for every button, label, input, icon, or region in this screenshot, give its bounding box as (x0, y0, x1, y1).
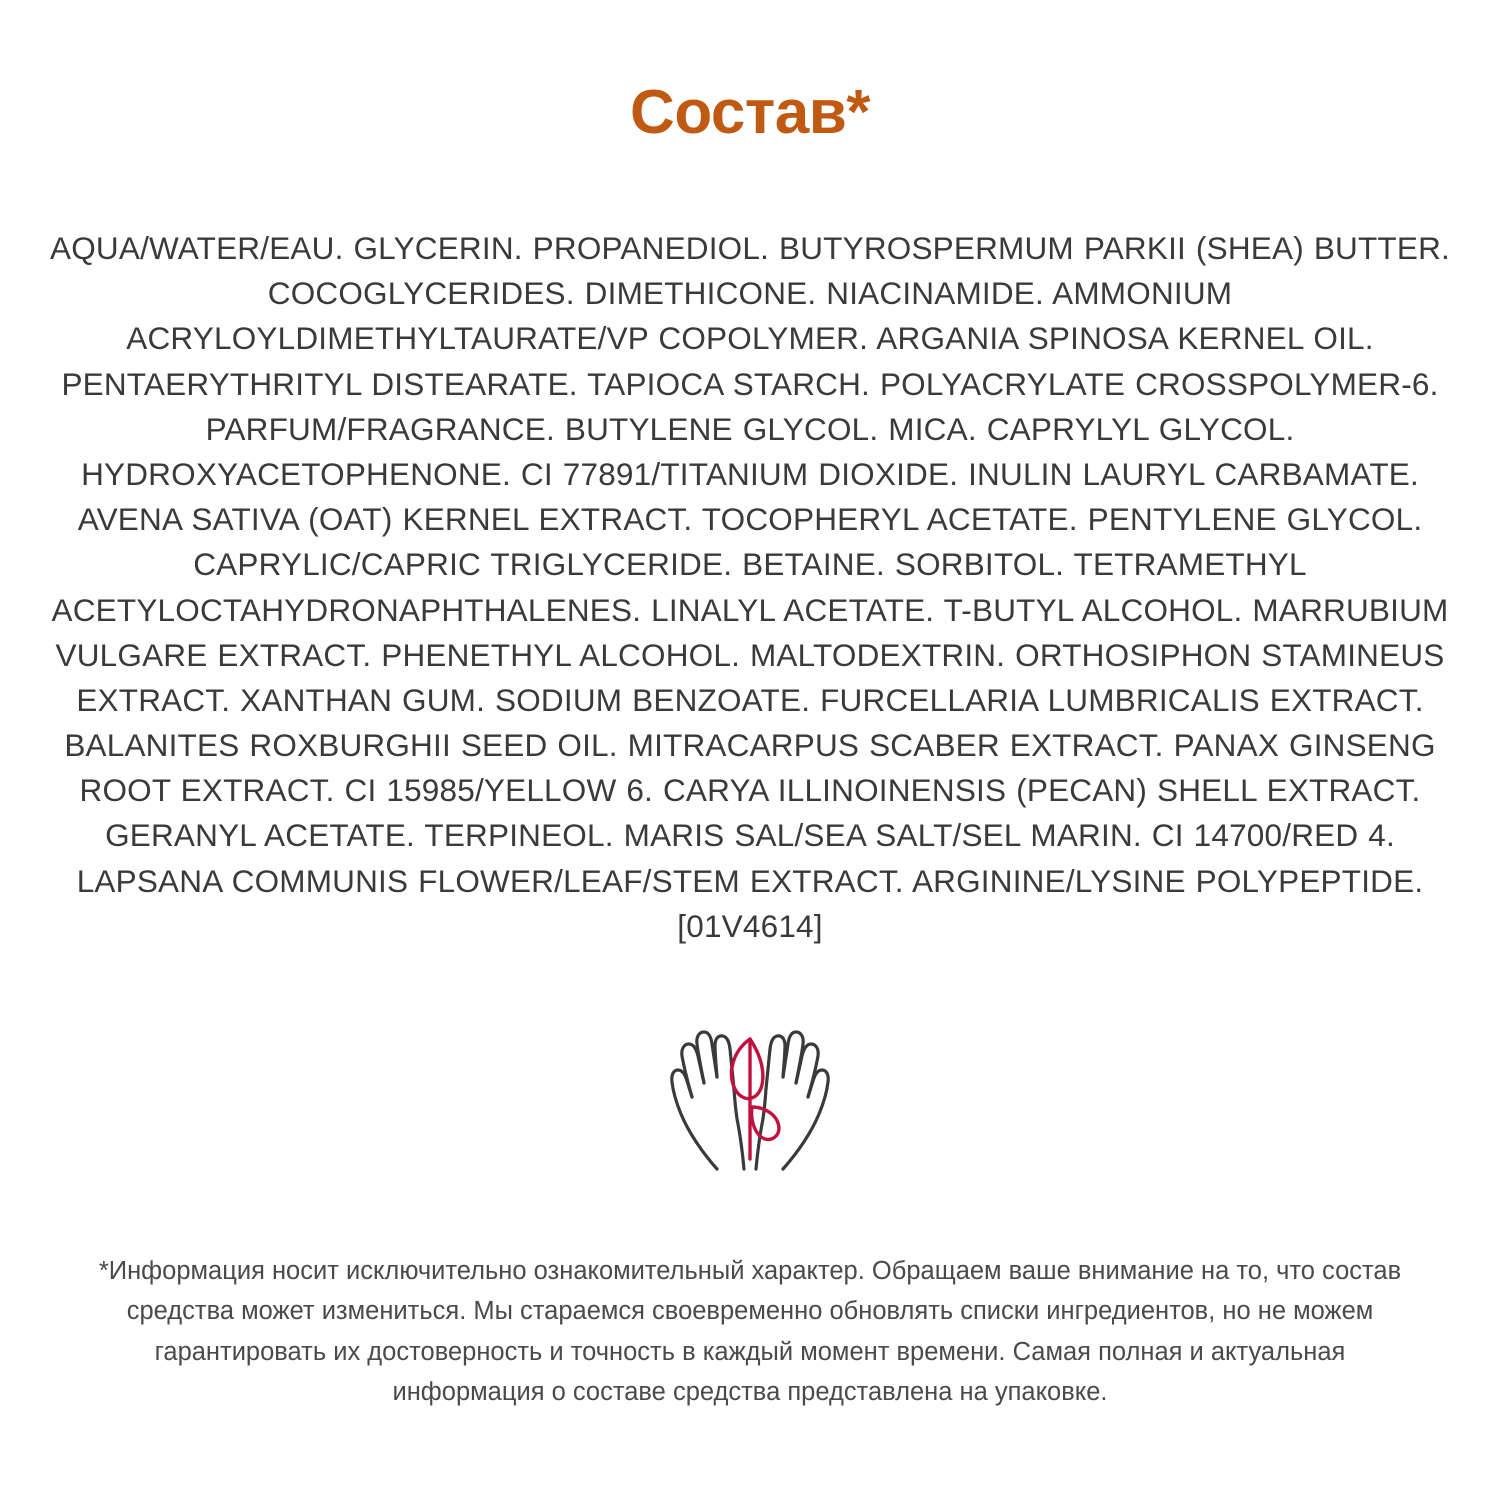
disclaimer-text: *Информация носит исключительно ознакомительный характер. Обращаем ваше внимание на то, что состав средства может измениться. Мы стараемся своевременно обновлять списки ингредиентов, но не можем гарантировать их достоверность и точность в каждый момент времени. Самая полная и актуальная информация о составе средства представлена на упаковке. (98, 1257, 1402, 1406)
page-title: Состав* (630, 78, 870, 147)
hands-holding-plant-icon (655, 1011, 845, 1181)
ingredient-list: AQUA/WATER/EAU. GLYCERIN. PROPANEDIOL. BUTYROSPERMUM PARKII (SHEA) BUTTER. COCOGLYCERIDES. DIMETHICONE. NIACINAMIDE. AMMONIUM ACRYLOYLDIMETHYLTAURATE/VP COPOLYMER. ARGANIA SPINOSA KERNEL OIL. PENTAERYTHRITYL DISTEARATE. TAPIOCA STARCH. POLYACRYLATE CROSSPOLYMER-6. PARFUM/FRAGRANCE. BUTYLENE GLYCOL. MICA. CAPRYLYL GLYCOL. HYDROXYACETOPHENONE. CI 77891/TITANIUM DIOXIDE. INULIN LAURYL CARBAMATE. AVENA SATIVA (OAT) KERNEL EXTRACT. TOCOPHERYL ACETATE. PENTYLENE GLYCOL. CAPRYLIC/CAPRIC TRIGLYCERIDE. BETAINE. SORBITOL. TETRAMETHYL ACETYLOCTAHYDRONAPHTHALENES. LINALYL ACETATE. T-BUTYL ALCOHOL. MARRUBIUM VULGARE EXTRACT. PHENETHYL ALCOHOL. MALTODEXTRIN. ORTHOSIPHON STAMINEUS EXTRACT. XANTHAN GUM. SODIUM BENZOATE. FURCELLARIA LUMBRICALIS EXTRACT. BALANITES ROXBURGHII SEED OIL. MITRACARPUS SCABER EXTRACT. PANAX GINSENG ROOT EXTRACT. CI 15985/YELLOW 6. CARYA ILLINOINENSIS (PECAN) SHELL EXTRACT. GERANYL ACETATE. TERPINEOL. MARIS SAL/SEA SALT/SEL MARIN. CI 14700/RED 4. LAPSANA COMMUNIS FLOWER/LEAF/STEM EXTRACT. ARGININE/LYSINE POLYPEPTIDE. [01V4614] (50, 230, 1450, 944)
